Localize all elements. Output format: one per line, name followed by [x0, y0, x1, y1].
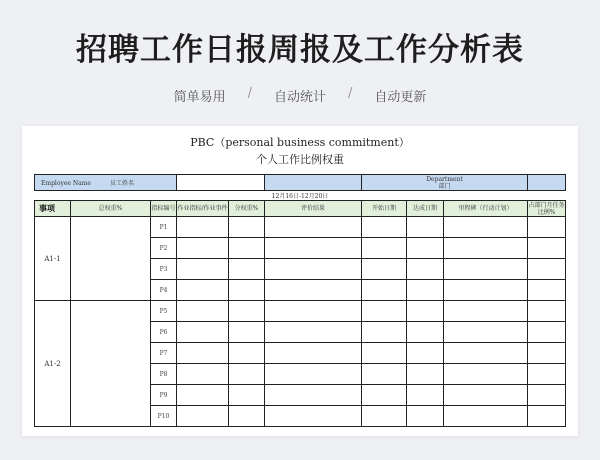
- pbc-table: [34, 174, 566, 427]
- col-header-end-date: 达成日期: [407, 201, 444, 217]
- employee-info-row: [35, 175, 566, 191]
- spreadsheet-preview: [22, 126, 578, 436]
- index-code: P9: [151, 385, 177, 406]
- document-heading: [22, 134, 578, 167]
- index-code: P6: [151, 322, 177, 343]
- index-code: P5: [151, 301, 177, 322]
- tag-auto-stats: 自动统计: [273, 90, 326, 105]
- page-title: 招聘工作日报周报及工作分析表: [76, 32, 524, 68]
- column-header-row: [35, 201, 566, 217]
- employee-name-value[interactable]: [177, 175, 265, 191]
- employee-label-cell: [35, 175, 177, 191]
- date-range: 12月16日-12月20日: [35, 191, 566, 201]
- index-code: P10: [151, 406, 177, 427]
- table-row: [35, 301, 566, 322]
- group-label: A1-1: [35, 217, 71, 301]
- index-code: P1: [151, 217, 177, 238]
- tag-separator: /: [247, 86, 252, 101]
- department-label-en: Department: [426, 175, 463, 183]
- col-header-sub-weight: 分权重%: [229, 201, 265, 217]
- col-header-dept-ratio: 占部门月任务比例%: [528, 201, 565, 216]
- index-code: P8: [151, 364, 177, 385]
- doc-title-en: PBC（personal business commitment）: [190, 136, 410, 149]
- info-spacer: [265, 175, 362, 191]
- tag-separator: /: [348, 86, 353, 101]
- col-header-milestone: 里程碑（行动计划）: [444, 201, 528, 217]
- col-header-total-weight: 总权重%: [71, 201, 151, 217]
- index-code: P3: [151, 259, 177, 280]
- group-label: A1-2: [35, 301, 71, 427]
- table-row: [35, 217, 566, 238]
- index-code: P4: [151, 280, 177, 301]
- feature-tagline: [0, 86, 600, 105]
- employee-label-zh: 员工姓名: [110, 180, 135, 187]
- index-code: P7: [151, 343, 177, 364]
- total-weight-cell[interactable]: [71, 301, 151, 427]
- tag-easy: 简单易用: [173, 90, 226, 105]
- col-header-evaluation: 评价结果: [265, 201, 362, 217]
- department-label-zh: 部门: [438, 182, 451, 190]
- doc-title-zh: 个人工作比例权重: [256, 153, 344, 166]
- col-header-index-no: 指标编号: [151, 201, 177, 217]
- department-value[interactable]: [528, 175, 566, 191]
- col-header-task: 作业指标/作业事件: [177, 201, 229, 217]
- department-label-cell: [362, 175, 528, 191]
- col-header-start-date: 开始日期: [362, 201, 407, 217]
- index-code: P2: [151, 238, 177, 259]
- date-row: [35, 191, 566, 201]
- tag-auto-update: 自动更新: [374, 90, 427, 105]
- employee-label-en: Employee Name: [41, 180, 91, 187]
- total-weight-cell[interactable]: [71, 217, 151, 301]
- col-header-item: 事项: [35, 201, 71, 217]
